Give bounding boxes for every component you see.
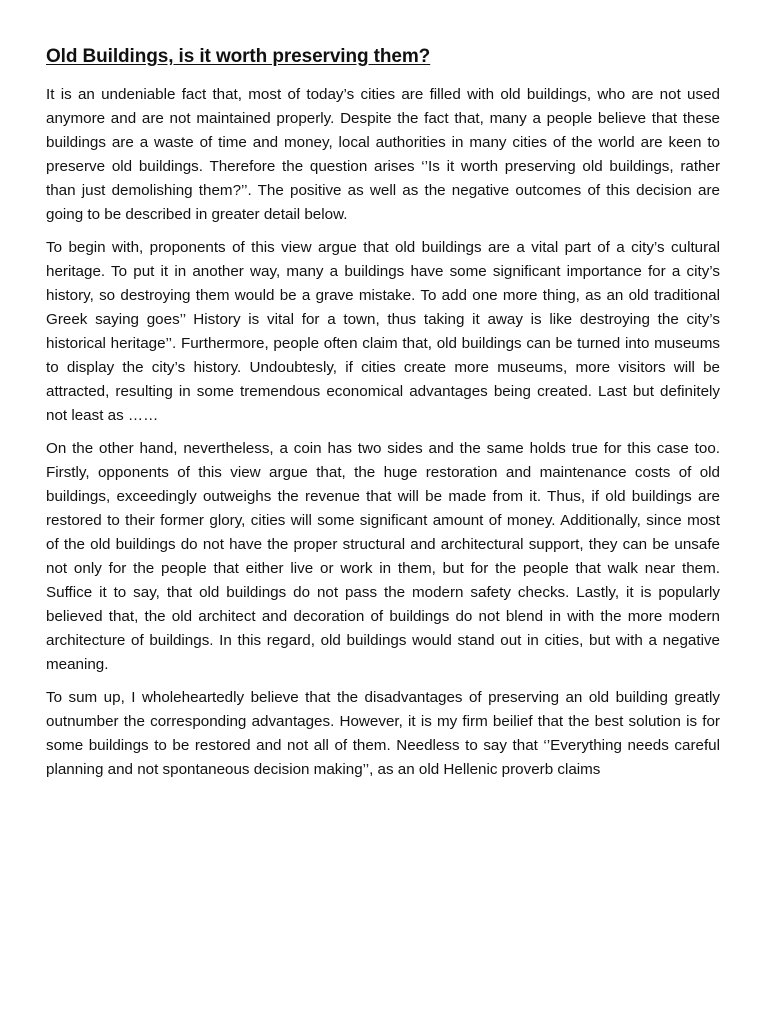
document-title: Old Buildings, is it worth preserving them?	[46, 46, 431, 67]
paragraph-disadvantages: On the other hand, nevertheless, a coin has two sides and the same holds true for this case too. Firstly, opponents of this view argue that, the huge restoration and maintenance costs of old buildings, exceedingly outweighs the revenue that will be made from it. Thus, if old buildings are restored to their former glory, cities will some significant amount of money. Additionally, since most of the old buildings do not have the proper structural and architectural support, they can be unsafe not only for the people that either live or work in them, but for the people that walk near them. Suffice it to say, that old buildings do not pass the modern safety checks. Lastly, it is popularly believed that, the old architect and decoration of buildings do not blend in with the more modern architecture of buildings. In this regard, old buildings would stand out in cities, but with a negative meaning.	[46, 440, 720, 673]
paragraph-advantages: To begin with, proponents of this view argue that old buildings are a vital part of a city’s cultural heritage. To put it in another way, many a buildings have some significant importance for a city’s history, so destroying them would be a grave mistake. To add one more thing, as an old traditional Greek saying goes’’ History is vital for a town, thus taking it away is like destroying the city’s historical heritage’’. Furthermore, people often claim that, old buildings can be turned into museums to display the city’s history. Undoubtesly, if cities create more museums, more visitors will be attracted, resulting in some tremendous economical advantages being created. Last but definitely not least as ……	[46, 239, 720, 424]
paragraph-conclusion: To sum up, I wholeheartedly believe that the disadvantages of preserving an old building greatly outnumber the corresponding advantages. However, it is my firm beilief that the best solution is for some buildings to be restored and not all of them. Needless to say that ‘’Everything needs careful planning and not spontaneous decision making’’, as an old Hellenic proverb claims	[46, 689, 720, 778]
paragraph-introduction: It is an undeniable fact that, most of today’s cities are filled with old buildings, who are not used anymore and are not maintained properly. Despite the fact that, many a people believe that these buildings are a waste of time and money, local authorities in many cities of the world are keen to preserve old buildings. Therefore the question arises ‘’Is it worth preserving old buildings, rather than just demolishing them?’’. The positive as well as the negative outcomes of this decision are going to be described in greater detail below.	[46, 86, 720, 223]
